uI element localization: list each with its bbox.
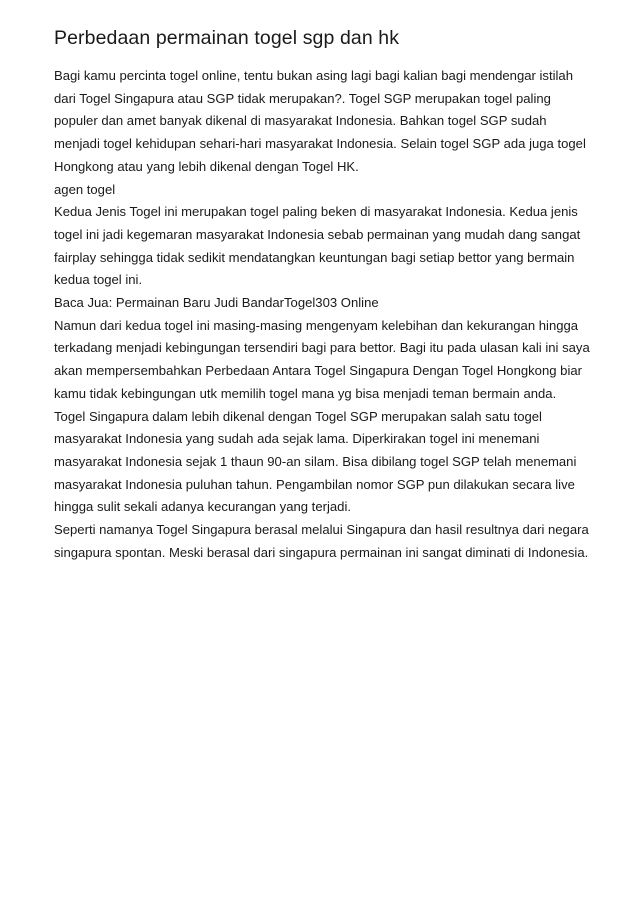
- paragraph-seperti-namanya: Seperti namanya Togel Singapura berasal melalui Singapura dan hasil resultnya dari negara singapura spontan. Meski berasal dari singapura permainan ini sangat diminati di Indonesia.: [54, 522, 589, 560]
- paragraph-intro: Bagi kamu percinta togel online, tentu bukan asing lagi bagi kalian bagi mendengar istilah dari Togel Singapura atau SGP tidak merupakan?. Togel SGP merupakan togel paling populer dan amet banyak dikenal di masyarakat Indonesia. Bahkan togel SGP sudah menjadi togel kehidupan sehari-hari masyarakat Indonesia. Selain togel SGP ada juga togel Hongkong atau yang lebih dikenal dengan Togel HK.: [54, 68, 586, 174]
- paragraph-agen-togel: agen togel: [54, 181, 116, 197]
- document-body: [54, 65, 594, 564]
- paragraph-kedua-jenis: Kedua Jenis Togel ini merupakan togel paling beken di masyarakat Indonesia. Kedua jenis togel ini jadi kegemaran masyarakat Indonesia sebab permainan yang mudah dang sangat fairplay sehingga tidak sedikit mendatangkan keuntungan bagi setiap bettor yang bermain kedua togel ini.: [54, 204, 581, 288]
- paragraph-kelebihan: Namun dari kedua togel ini masing-masing mengenyam kelebihan dan kekurangan hingga terkadang menjadi kebingungan tersendiri bagi para bettor. Bagi itu pada ulasan kali ini saya akan mempersembahkan Perbedaan Antara Togel Singapura Dengan Togel Hongkong biar kamu tidak kebingungan utk memilih togel mana yg bisa menjadi teman bermain anda.: [54, 317, 590, 401]
- document-page: [54, 24, 594, 564]
- document-title: Perbedaan permainan togel sgp dan hk: [54, 27, 400, 49]
- paragraph-togel-singapura: Togel Singapura dalam lebih dikenal dengan Togel SGP merupakan salah satu togel masyarakat Indonesia yang sudah ada sejak lama. Diperkirakan togel ini menemani masyarakat Indonesia sejak 1 thaun 90-an silam. Bisa dibilang togel SGP telah menemani masyarakat Indonesia puluhan tahun. Pengambilan nomor SGP pun dilakukan secara live hingga sulit sekali adanya kecurangan yang terjadi.: [54, 408, 577, 515]
- paragraph-baca-juga: Baca Jua: Permainan Baru Judi BandarTogel303 Online: [54, 295, 379, 311]
